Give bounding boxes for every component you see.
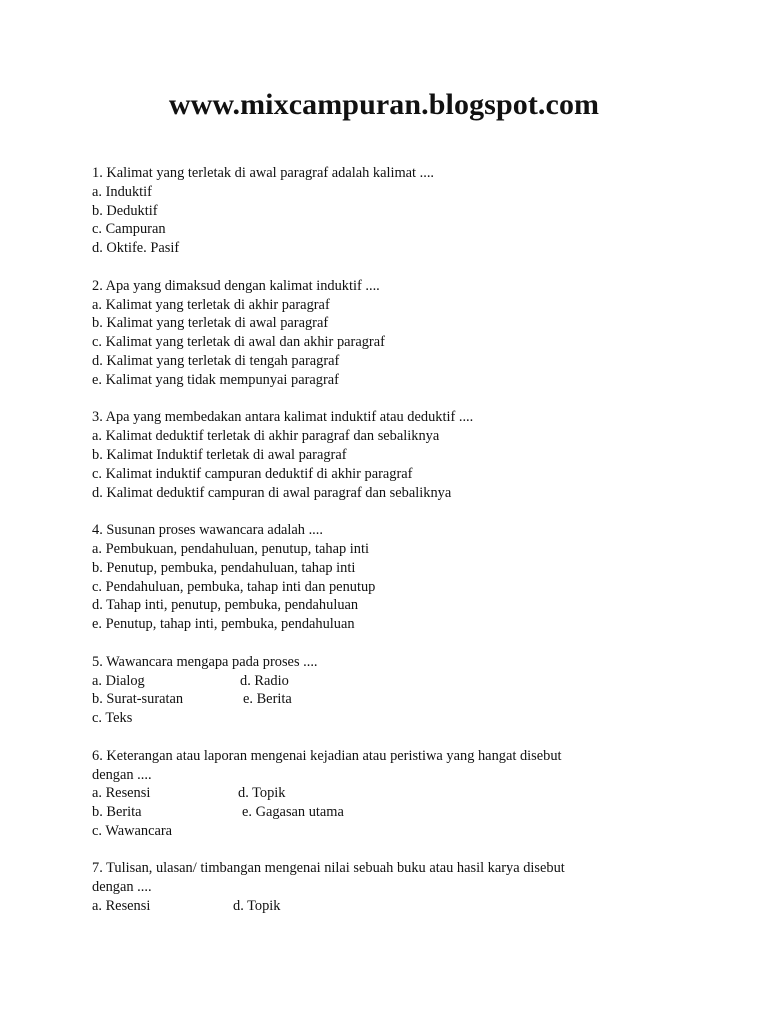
question-4-option-b: b. Penutup, pembuka, pendahuluan, tahap inti bbox=[92, 559, 356, 576]
question-1-option-c: c. Campuran bbox=[92, 221, 166, 238]
question-6-option-d: d. Topik bbox=[238, 785, 286, 802]
question-6-option-b: b. Berita bbox=[92, 804, 142, 821]
question-2-option-e: e. Kalimat yang tidak mempunyai paragraf bbox=[92, 371, 339, 388]
question-5-option-e: e. Berita bbox=[243, 691, 292, 708]
question-7-option-d: d. Topik bbox=[233, 898, 281, 915]
question-4-option-d: d. Tahap inti, penutup, pembuka, pendahuluan bbox=[92, 597, 359, 614]
question-7 bbox=[92, 859, 692, 915]
question-2-option-c: c. Kalimat yang terletak di awal dan akhir paragraf bbox=[92, 334, 385, 351]
question-5-option-a: a. Dialog bbox=[92, 672, 145, 689]
question-6-option-e: e. Gagasan utama bbox=[242, 804, 344, 821]
question-5-option-c: c. Teks bbox=[92, 710, 133, 727]
question-6-option-row bbox=[92, 803, 692, 822]
question-7-stem: 7. Tulisan, ulasan/ timbangan mengenai nilai sebuah buku atau hasil karya disebut bbox=[92, 860, 565, 877]
question-1-option-a: a. Induktif bbox=[92, 183, 152, 200]
question-6-stem-continued: dengan .... bbox=[92, 766, 152, 783]
question-5-option-row bbox=[92, 690, 692, 709]
question-4-option-a: a. Pembukuan, pendahuluan, penutup, tahap inti bbox=[92, 540, 369, 557]
question-1 bbox=[92, 164, 692, 258]
question-7-option-row bbox=[92, 897, 692, 916]
question-6-option-row bbox=[92, 784, 692, 803]
question-2-option-d: d. Kalimat yang terletak di tengah paragraf bbox=[92, 352, 340, 369]
question-2 bbox=[92, 277, 692, 390]
question-1-option-d: d. Oktife. Pasif bbox=[92, 240, 180, 257]
question-6-option-c: c. Wawancara bbox=[92, 822, 173, 839]
question-6 bbox=[92, 747, 692, 841]
page-title: www.mixcampuran.blogspot.com bbox=[168, 88, 600, 121]
question-4-stem: 4. Susunan proses wawancara adalah .... bbox=[92, 522, 323, 539]
question-5-option-row bbox=[92, 672, 692, 691]
question-6-option-a: a. Resensi bbox=[92, 785, 151, 802]
question-3-option-a: a. Kalimat deduktif terletak di akhir paragraf dan sebaliknya bbox=[92, 428, 440, 445]
question-2-stem: 2. Apa yang dimaksud dengan kalimat induktif .... bbox=[92, 277, 380, 294]
question-3-option-b: b. Kalimat Induktif terletak di awal paragraf bbox=[92, 446, 347, 463]
question-list bbox=[92, 164, 692, 935]
question-5-option-b: b. Surat-suratan bbox=[92, 691, 184, 708]
question-4-option-c: c. Pendahuluan, pembuka, tahap inti dan penutup bbox=[92, 578, 376, 595]
question-6-stem: 6. Keterangan atau laporan mengenai kejadian atau peristiwa yang hangat disebut bbox=[92, 747, 562, 764]
question-5-stem: 5. Wawancara mengapa pada proses .... bbox=[92, 653, 318, 670]
question-3-option-c: c. Kalimat induktif campuran deduktif di akhir paragraf bbox=[92, 465, 413, 482]
question-7-option-a: a. Resensi bbox=[92, 898, 151, 915]
question-3-option-d: d. Kalimat deduktif campuran di awal paragraf dan sebaliknya bbox=[92, 484, 452, 501]
question-3 bbox=[92, 408, 692, 502]
question-2-option-b: b. Kalimat yang terletak di awal paragraf bbox=[92, 315, 329, 332]
question-5 bbox=[92, 653, 692, 728]
question-4 bbox=[92, 521, 692, 634]
question-4-option-e: e. Penutup, tahap inti, pembuka, pendahuluan bbox=[92, 616, 355, 633]
question-1-stem: 1. Kalimat yang terletak di awal paragraf adalah kalimat .... bbox=[92, 165, 435, 181]
question-1-option-b: b. Deduktif bbox=[92, 202, 158, 219]
question-7-stem-continued: dengan .... bbox=[92, 879, 152, 896]
question-5-option-d: d. Radio bbox=[240, 672, 289, 689]
question-3-stem: 3. Apa yang membedakan antara kalimat induktif atau deduktif .... bbox=[92, 409, 474, 426]
question-2-option-a: a. Kalimat yang terletak di akhir paragraf bbox=[92, 296, 330, 313]
